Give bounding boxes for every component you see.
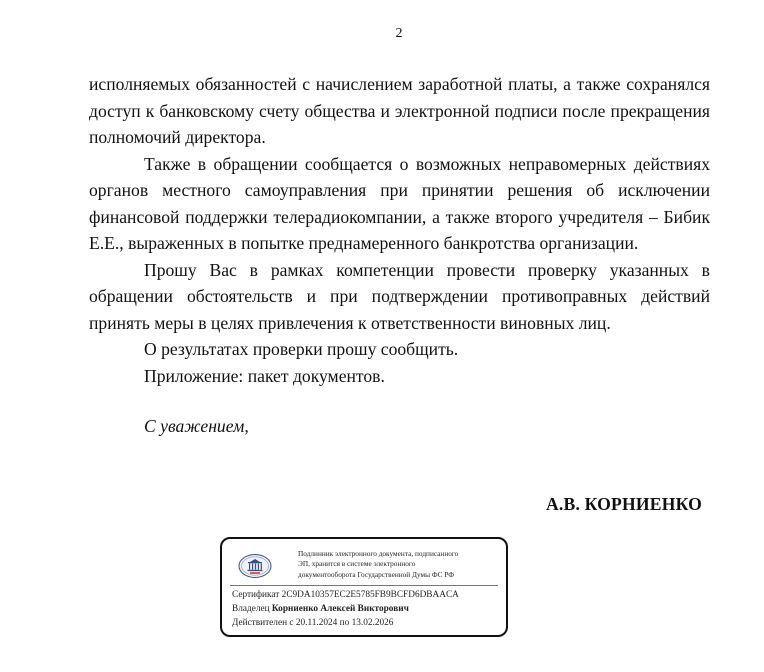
stamp-header-line: ЭП, хранится в системе электронного (298, 559, 416, 569)
valid-to-label: по (339, 618, 350, 628)
closing-salutation: С уважением, (144, 416, 249, 436)
certificate-value: 2C9DA10357EC2E5785FB9BCFD6DBAACA (281, 590, 459, 600)
stamp-header-line: документооборота Государственной Думы ФС РФ (298, 569, 455, 579)
page-number: 2 (395, 26, 403, 41)
stamp-header-line: Подлинник электронного документа, подписанного (298, 549, 459, 558)
stamp-header (298, 549, 498, 580)
paragraph-4: О результатах проверки прошу сообщить. (144, 339, 459, 359)
owner-row (232, 604, 409, 614)
paragraph-3: Прошу Вас в рамках компетенции провести проверку указанных в обращении обстоятельств и при подтверждении противоправных действий принять меры в целях привлечения к ответственности виновных лиц. (89, 259, 710, 333)
paragraph-5: Приложение: пакет документов. (144, 365, 385, 386)
electronic-signature-stamp (220, 537, 508, 637)
paragraph-2: Также в обращении сообщается о возможных неправомерных действиях органов местного самоуправления при принятии решения об исключении финансовой поддержки телерадиокомпании, а также второго учредителя – Бибик Е.Е., выраженных в попытке преднамеренного банкротства организации. (89, 153, 710, 253)
validity-row (232, 618, 393, 628)
paragraph-1: исполняемых обязанностей с начислением заработной платы, а также сохранялся доступ к банковскому счету общества и электронной подписи после прекращения полномочий директора. (89, 74, 710, 147)
certificate-row (232, 590, 459, 600)
letter-body (89, 71, 710, 389)
valid-label: Действителен с (232, 618, 294, 628)
valid-to: 13.02.2026 (351, 618, 394, 628)
valid-from: 20.11.2024 (295, 618, 338, 628)
signer-name: А.В. КОРНИЕНКО (546, 494, 702, 514)
owner-value: Корниенко Алексей Викторович (271, 604, 409, 614)
stamp-divider (230, 585, 498, 586)
state-duma-emblem-icon (238, 553, 272, 579)
owner-label: Владелец (232, 604, 270, 614)
certificate-label: Сертификат (232, 590, 280, 600)
